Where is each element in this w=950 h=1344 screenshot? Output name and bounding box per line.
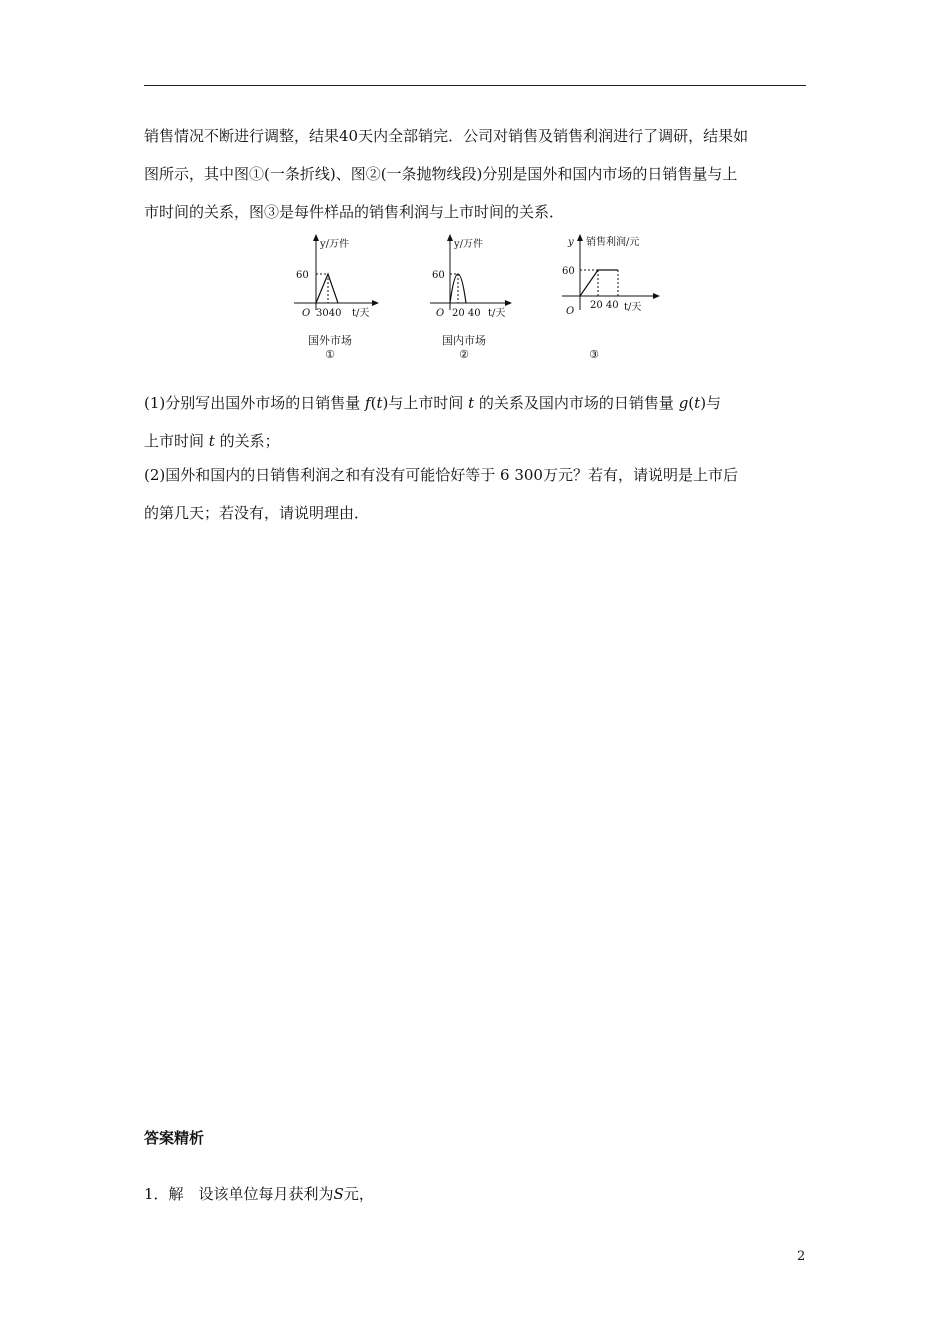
figure-3-number: ③ (589, 348, 599, 361)
answer-1: 1．解 设该单位每月获利为S元， (144, 1185, 374, 1203)
figure-2-xlabel: t/天 (488, 308, 506, 319)
question-1 (144, 384, 806, 460)
figure-3-xlabel: t/天 (624, 302, 642, 313)
figure-2-ylabel: y/万件 (454, 239, 484, 250)
question-2-line-1: (2)国外和国内的日销售利润之和有没有可能恰好等于 6 300万元？若有，请说明是上市后 (144, 466, 738, 484)
figure-3-origin: O (566, 306, 575, 317)
figure-3-xticks: 20 40 (590, 300, 619, 311)
figure-1-ylabel: y/万件 (320, 239, 350, 250)
intro-line-3: 市时间的关系，图③是每件样品的销售利润与上市时间的关系． (144, 203, 565, 221)
figure-1 (280, 228, 390, 372)
question-2-line-2: 的第几天；若没有，请说明理由． (144, 504, 370, 522)
figure-2 (420, 228, 530, 372)
figure-1-origin: O (302, 308, 311, 319)
figure-1-ytick: 60 (296, 270, 309, 281)
figure-3-yvar: y (568, 237, 574, 248)
answers-heading: 答案精析 (144, 1129, 205, 1147)
figure-2-caption: 国内市场 (442, 334, 486, 347)
figure-1-caption: 国外市场 (308, 334, 352, 347)
figure-2-ytick: 60 (432, 270, 445, 281)
figure-2-origin: O (436, 308, 445, 319)
figure-1-number: ① (325, 348, 335, 361)
figure-2-xticks: 20 40 (452, 308, 481, 319)
figure-1-xlabel: t/天 (352, 308, 370, 319)
question-1-line-1: (1)分别写出国外市场的日销售量 f(t)与上市时间 t 的关系及国内市场的日销售量 g(t)与 (144, 394, 722, 412)
figure-3-ytick: 60 (562, 266, 575, 277)
page-number: 2 (797, 1249, 806, 1264)
figure-group (280, 228, 680, 368)
intro-line-2: 图所示，其中图①(一条折线)、图②(一条抛物线段)分别是国外和国内市场的日销售量与上 (144, 165, 738, 183)
intro-line-1: 销售情况不断进行调整，结果40天内全部销完．公司对销售及销售利润进行了调研，结果如 (144, 127, 749, 145)
figure-2-number: ② (459, 348, 469, 361)
question-1-line-2: 上市时间 t 的关系； (144, 432, 280, 450)
figure-3 (562, 228, 682, 372)
header-rule (144, 85, 806, 86)
figure-3-graph (562, 228, 682, 368)
figure-3-ylabel: 销售利润/元 (586, 237, 640, 248)
figure-1-xticks: 3040 (316, 308, 342, 319)
question-2 (144, 456, 806, 532)
problem-intro (144, 117, 806, 231)
